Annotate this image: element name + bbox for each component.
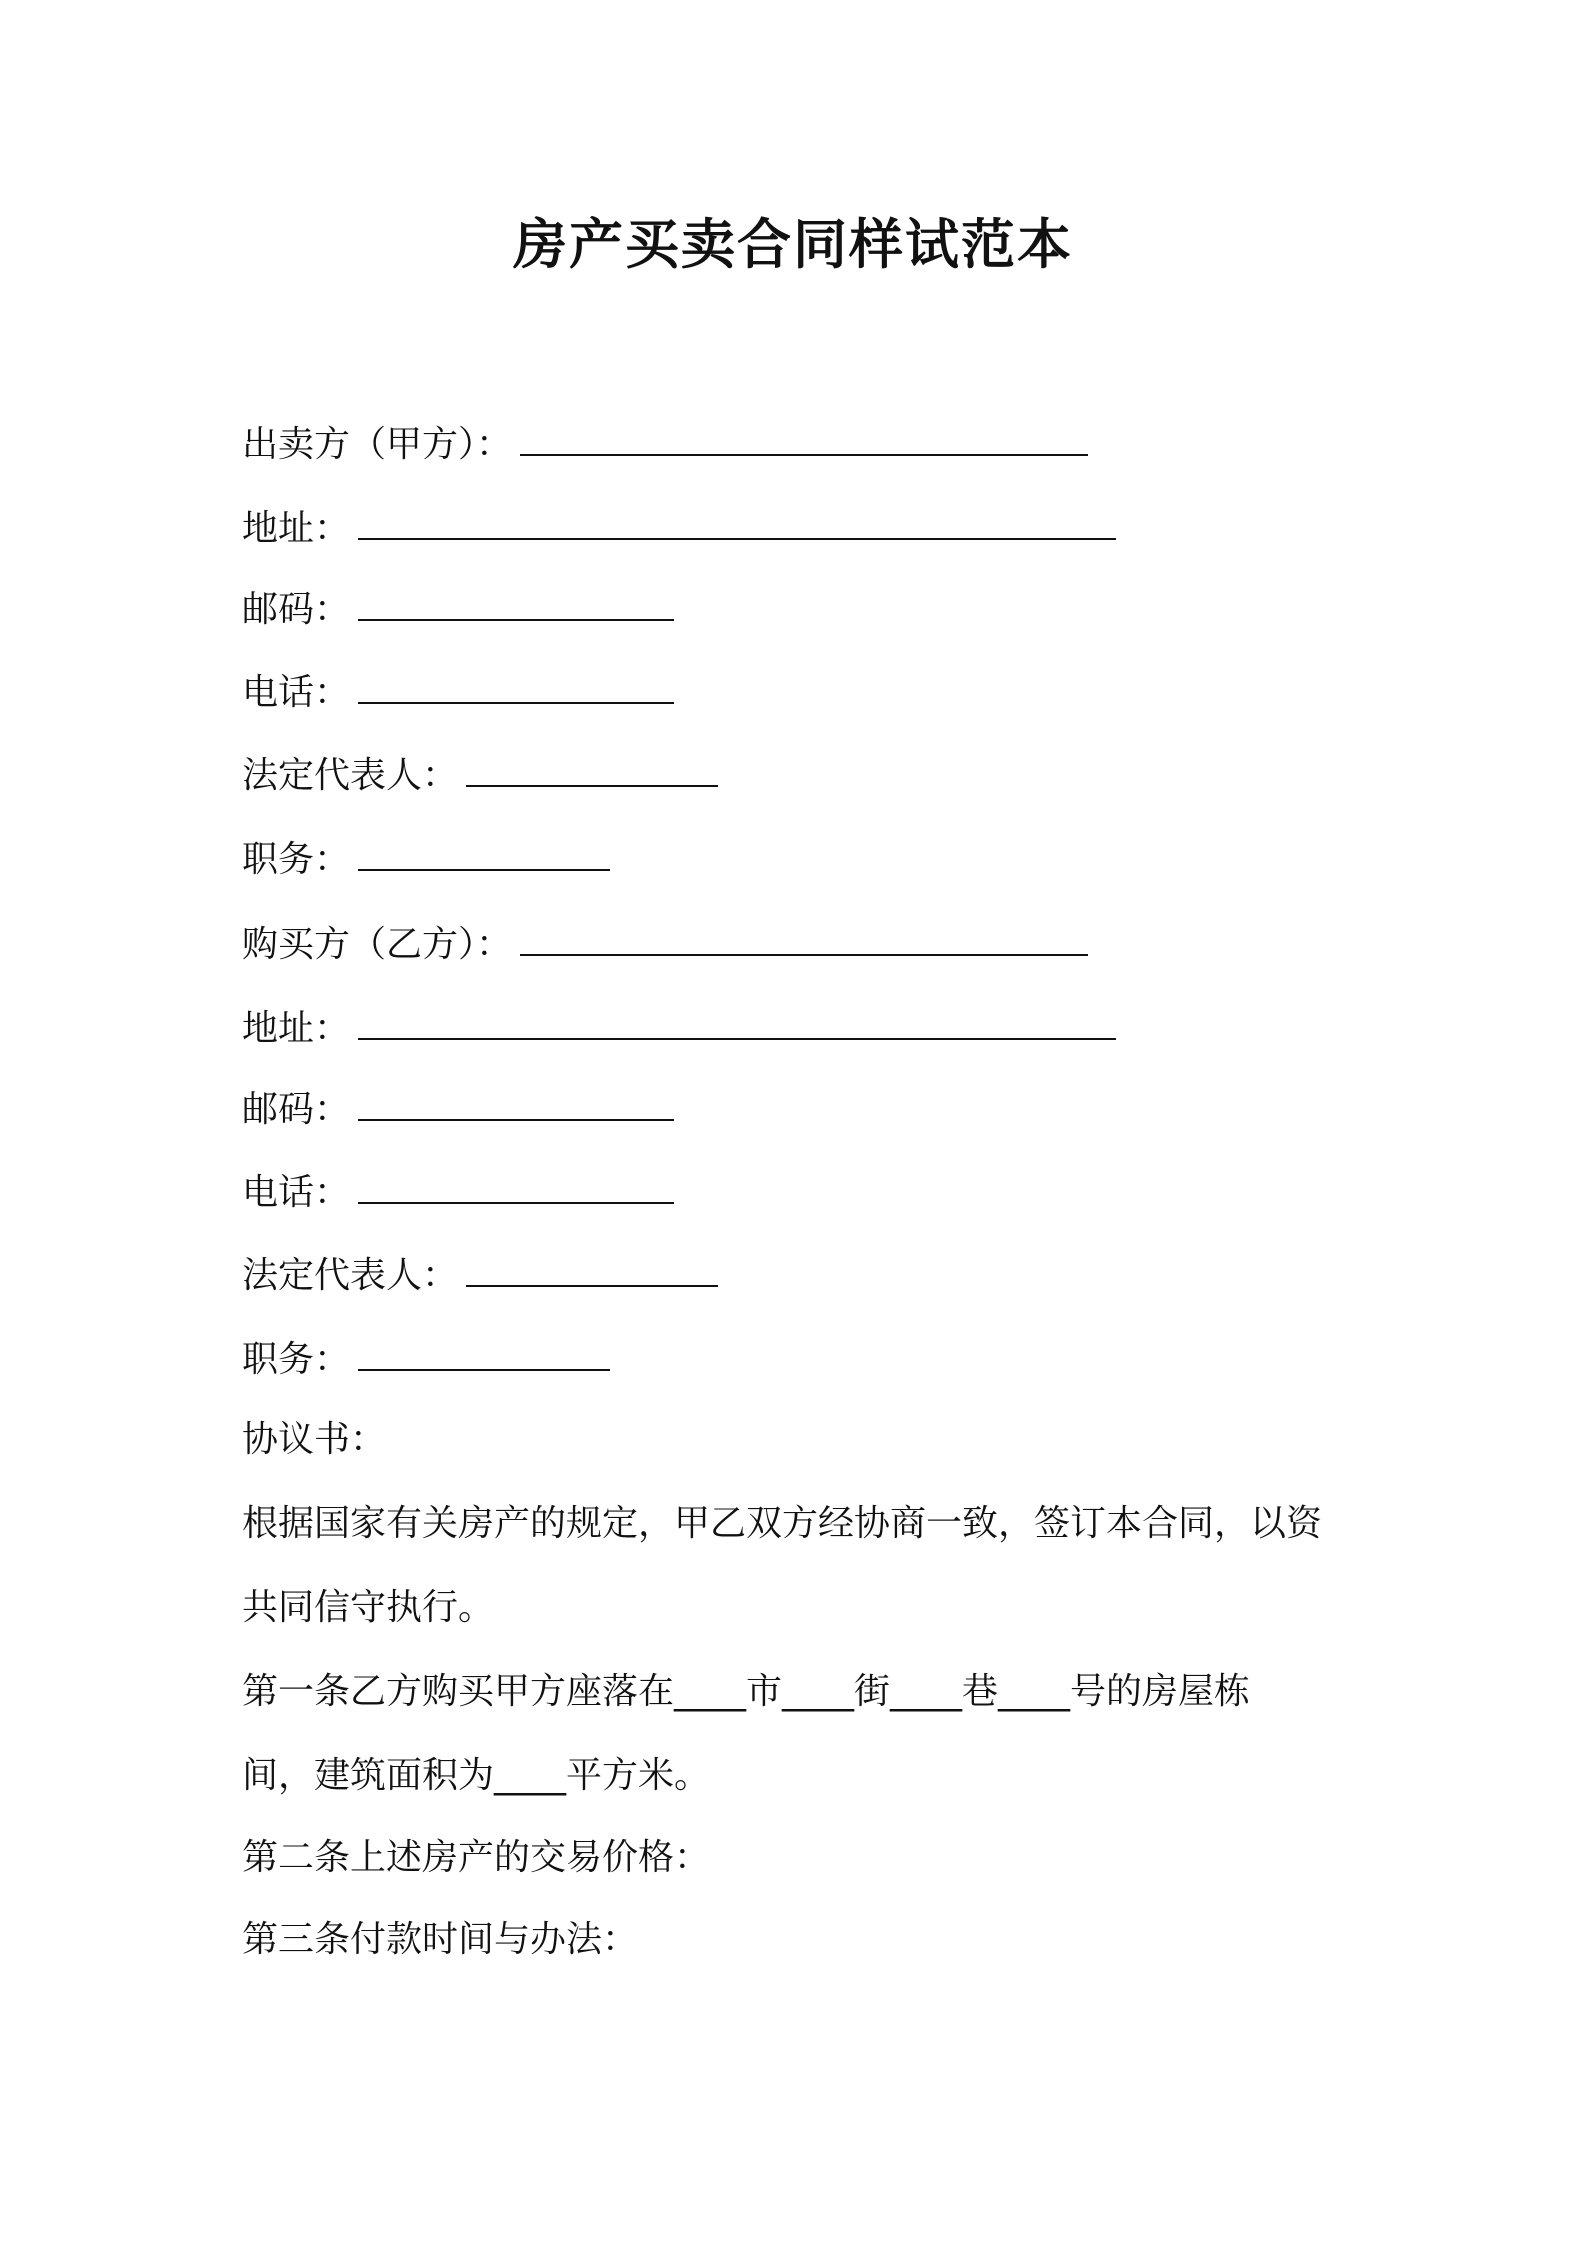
buyer-postcode-blank	[358, 1083, 674, 1121]
article-1-line-1: 第一条乙方购买甲方座落在____市____街____巷____号的房屋栋	[242, 1671, 1251, 1712]
seller-phone-label: 电话：	[242, 672, 351, 713]
buyer-party-blank	[520, 918, 1088, 956]
buyer-position-field	[242, 1333, 610, 1386]
seller-position-label: 职务：	[242, 839, 351, 880]
buyer-address-field	[242, 1002, 1116, 1055]
seller-position-field	[242, 833, 610, 886]
buyer-position-blank	[358, 1333, 610, 1371]
buyer-position-label: 职务：	[242, 1339, 351, 1380]
buyer-legal-rep-field	[242, 1249, 718, 1302]
buyer-legal-rep-label: 法定代表人：	[242, 1255, 459, 1296]
buyer-phone-blank	[358, 1166, 674, 1204]
article-2: 第二条上述房产的交易价格：	[242, 1837, 711, 1878]
seller-address-label: 地址：	[242, 508, 351, 549]
article-3: 第三条付款时间与办法：	[242, 1919, 639, 1960]
buyer-legal-rep-blank	[466, 1249, 718, 1287]
seller-postcode-label: 邮码：	[242, 589, 351, 630]
buyer-address-label: 地址：	[242, 1008, 351, 1049]
seller-party-blank	[520, 418, 1088, 456]
buyer-party-label: 购买方（乙方）：	[242, 924, 513, 965]
buyer-phone-field	[242, 1166, 674, 1219]
seller-party-label: 出卖方（甲方）：	[242, 424, 513, 465]
agreement-heading: 协议书：	[242, 1419, 387, 1460]
preamble-line-2: 共同信守执行。	[242, 1587, 495, 1628]
seller-phone-blank	[358, 666, 674, 704]
buyer-postcode-label: 邮码：	[242, 1089, 351, 1130]
seller-postcode-blank	[358, 583, 674, 621]
seller-position-blank	[358, 833, 610, 871]
buyer-phone-label: 电话：	[242, 1172, 351, 1213]
article-1-line-2: 间，建筑面积为____平方米。	[242, 1755, 711, 1796]
seller-address-field	[242, 502, 1116, 555]
buyer-party-field	[242, 918, 1088, 971]
seller-legal-rep-field	[242, 749, 718, 802]
seller-phone-field	[242, 666, 674, 719]
preamble-line-1: 根据国家有关房产的规定，甲乙双方经协商一致，签订本合同，以资	[242, 1503, 1323, 1544]
seller-address-blank	[358, 502, 1116, 540]
seller-party-field	[242, 418, 1088, 471]
seller-legal-rep-blank	[466, 749, 718, 787]
seller-postcode-field	[242, 583, 674, 636]
document-title: 房产买卖合同样试范本	[513, 213, 1073, 276]
buyer-postcode-field	[242, 1083, 674, 1136]
buyer-address-blank	[358, 1002, 1116, 1040]
seller-legal-rep-label: 法定代表人：	[242, 755, 459, 796]
